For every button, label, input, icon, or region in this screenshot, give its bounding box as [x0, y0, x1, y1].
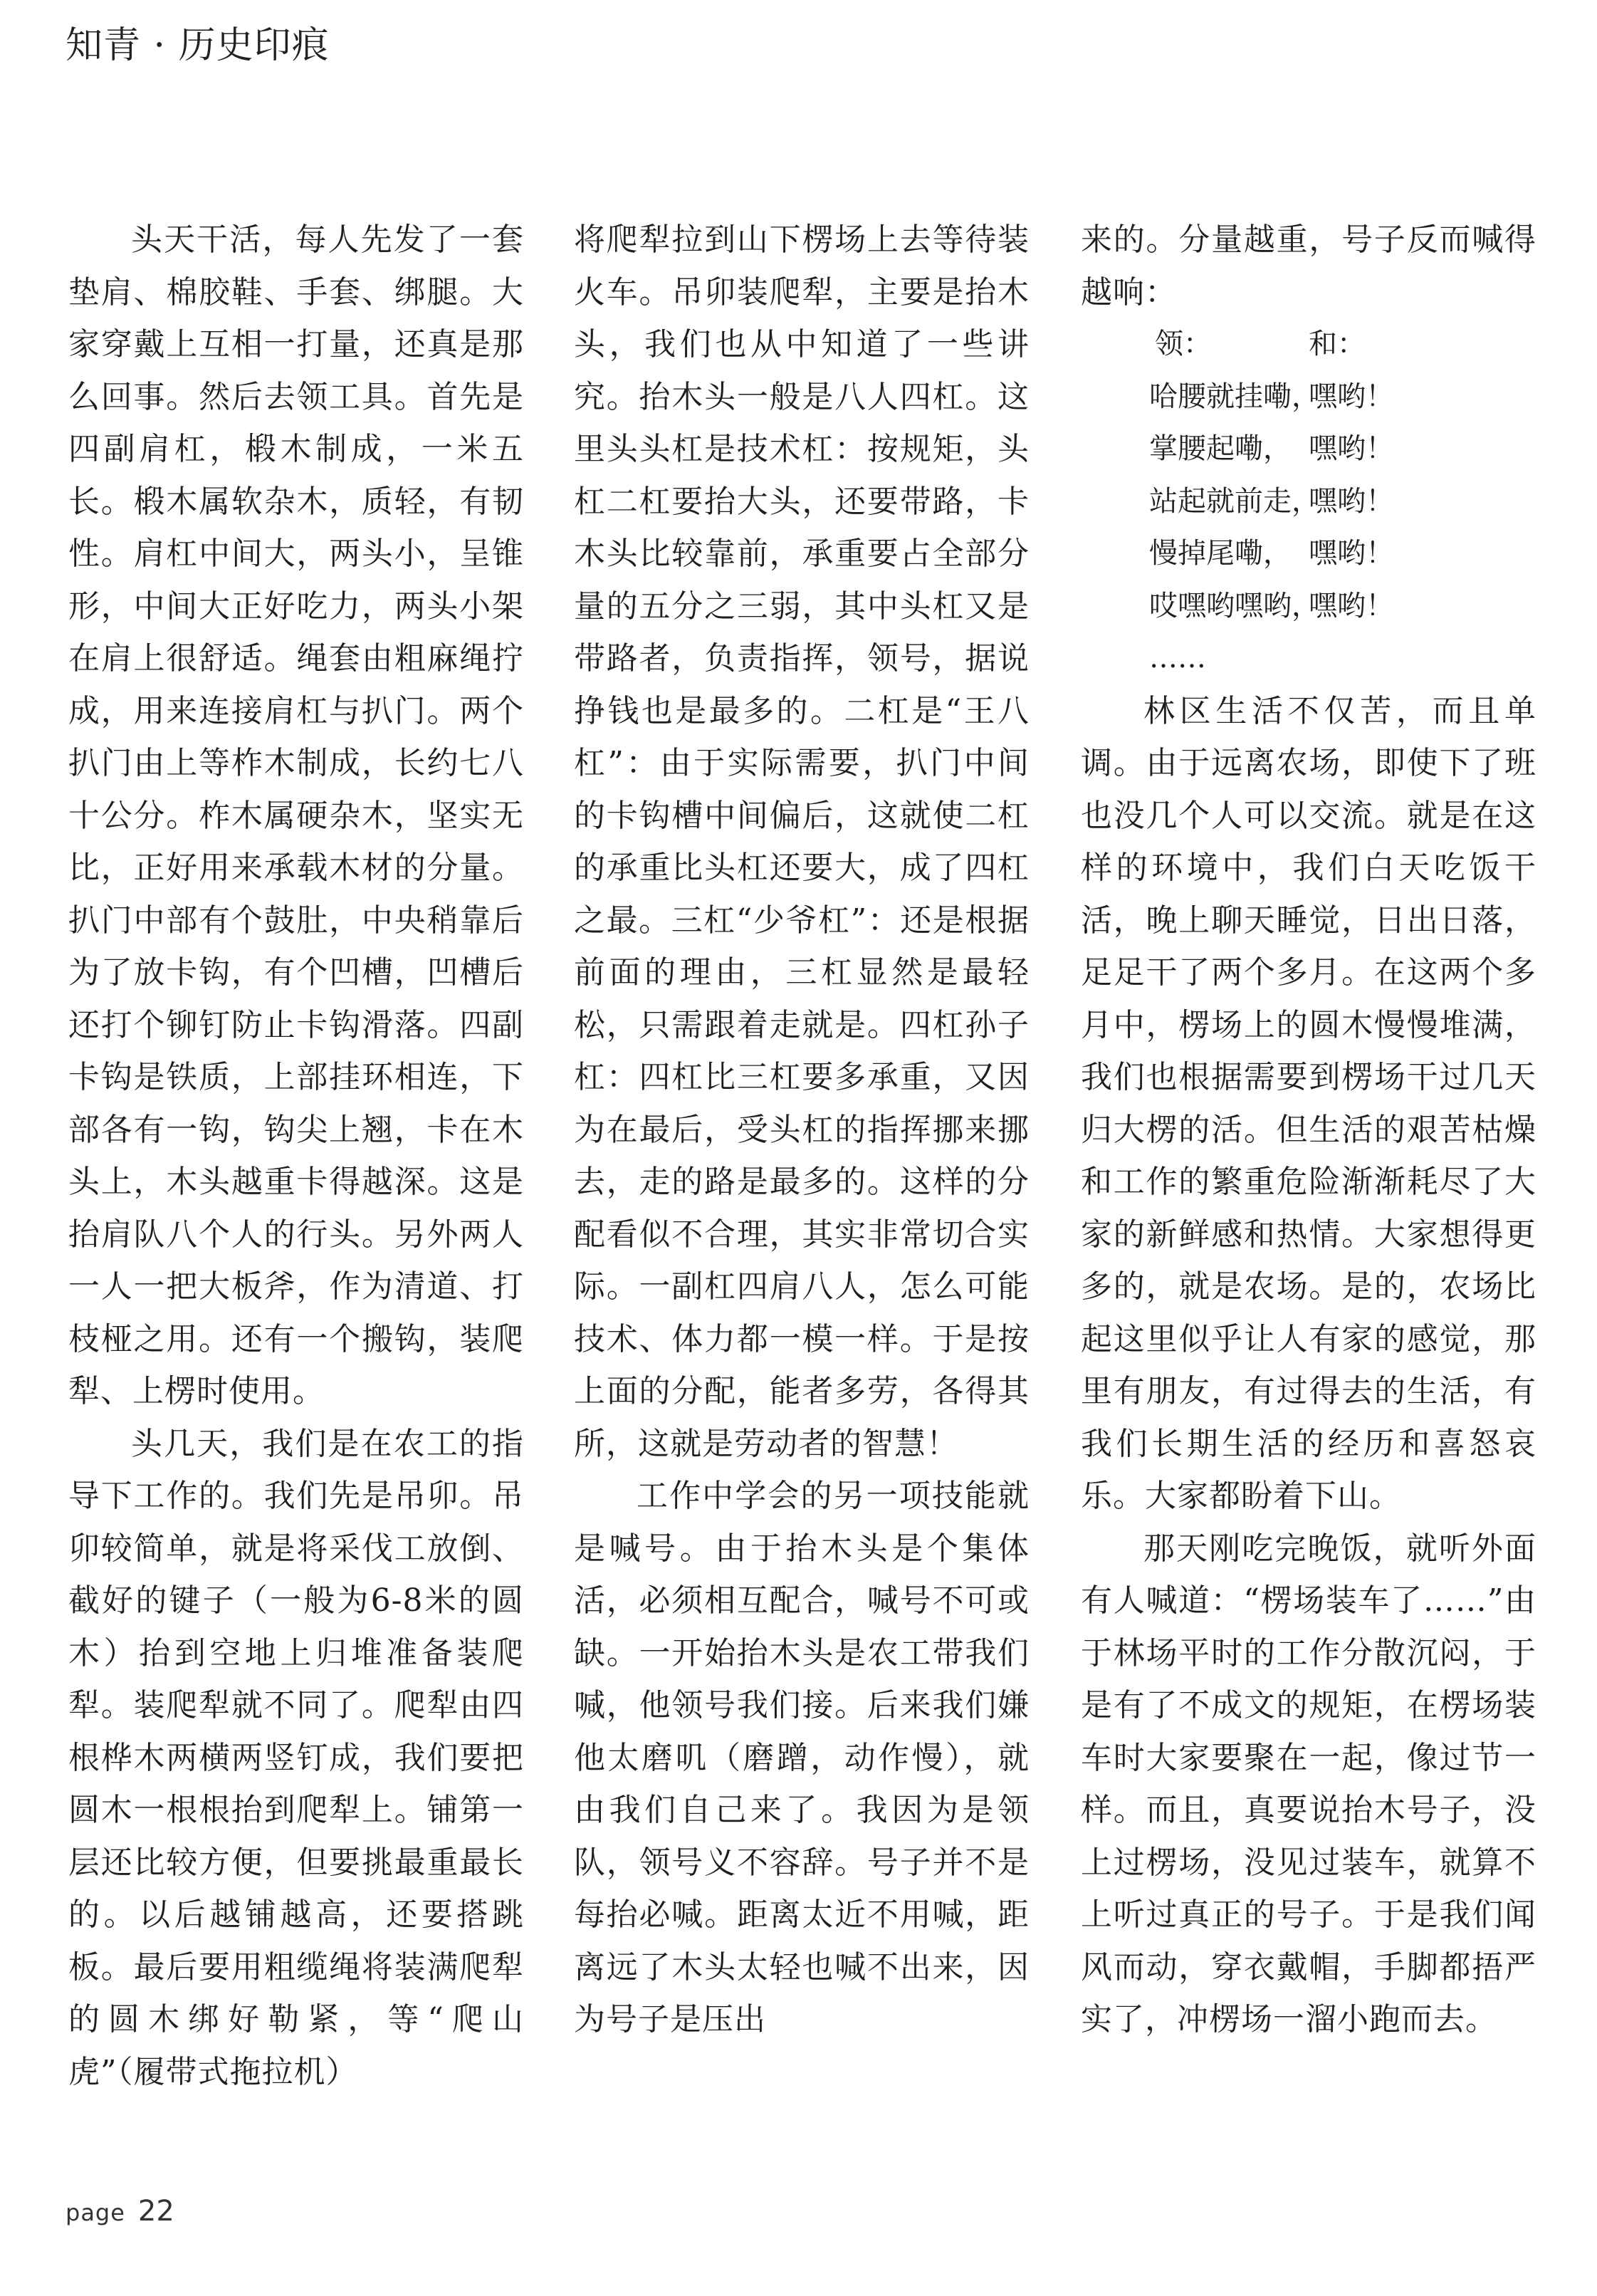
chant-row [1081, 476, 1536, 528]
paragraph: 林区生活不仅苦，而且单调。由于远离农场，即使下了班也没几个人可以交流。就是在这样的环境中，我们白天吃饭干活，晚上聊天睡觉，日出日落，足足干了两个多月。在这两个多月中，楞场上的圆木慢慢堆满，我们也根据需要到楞场干过几天归大楞的活。但生活的艰苦枯燥和工作的繁重危险渐渐耗尽了大家的新鲜感和热情。大家想得更多的，就是农场。是的，农场比起这里似乎让人有家的感觉，那里有朋友，有过得去的生活，有我们长期生活的经历和喜怒哀乐。大家都盼着下山。 [1081, 692, 1536, 1514]
chant-header-row [1081, 318, 1536, 371]
chant-lead-line: 慢掉尾嘞， [1149, 537, 1292, 570]
chant-lead-line: 站起就前走， [1149, 484, 1320, 518]
paragraph: 那天刚吃完晚饭，就听外面有人喊道：“楞场装车了……”由于林场平时的工作分散沉闷，于是有了不成文的规矩，在楞场装车时大家要聚在一起，像过节一样。而且，真要说抬木号子，没上过楞场，没见过装车，就算不上听过真正的号子。于是我们闻风而动，穿衣戴帽，手脚都捂严实了，冲楞场一溜小跑而去。 [1081, 1530, 1536, 2037]
text-column-3 [1081, 214, 1536, 2046]
page-label: page [66, 2199, 125, 2226]
chant-lead-label: 领： [1155, 328, 1212, 360]
page-number: 22 [137, 2195, 174, 2228]
work-chant [1081, 318, 1536, 685]
text-column-2 [574, 214, 1030, 2046]
paragraph: 工作中学会的另一项技能就是喊号。由于抬木头是个集体活，必须相互配合，喊号不可或缺。一开始抬木头是农工带我们喊，他领号我们接。后来我们嫌他太磨叽（磨蹭，动作慢），就由我们自己来了。我因为是领队，领号义不容辞。号子并不是每抬必喊。距离太近不用喊，距离远了木头太轻也喊不出来，因为号子是压出 [574, 1478, 1030, 2037]
chant-response-label: 和： [1309, 328, 1366, 360]
paragraph: 头几天，我们是在农工的指导下工作的。我们先是吊卯。吊卯较简单，就是将采伐工放倒、截好的键子（一般为6-8米的圆木）抬到空地上归堆准备装爬犁。装爬犁就不同了。爬犁由四根桦木两横两竖钉成，我们要把圆木一根根抬到爬犁上。铺第一层还比较方便，但要挑最重最长的。以后越铺越高，还要搭跳板。最后要用粗缆绳将装满爬犁的圆木绑好勒紧，等“爬山虎”（履带式拖拉机） [68, 1425, 524, 2090]
chant-response-line: 嘿哟！ [1309, 432, 1394, 465]
page-footer [66, 2195, 174, 2228]
chant-response-line: 嘿哟！ [1309, 484, 1394, 518]
text-column-1 [68, 214, 524, 2098]
chant-response-line: 嘿哟！ [1309, 380, 1394, 413]
section-header: 知青 · 历史印痕 [66, 24, 330, 67]
chant-ellipsis: …… [1149, 642, 1206, 674]
chant-row [1081, 528, 1536, 580]
chant-lead-line: 哈腰就挂嘞， [1149, 380, 1320, 413]
chant-row [1081, 371, 1536, 424]
chant-response-line: 嘿哟！ [1309, 589, 1394, 622]
chant-lead-line: 掌腰起嘞， [1149, 432, 1292, 465]
paragraph-continued: 来的。分量越重，号子反而喊得越响： [1081, 221, 1536, 311]
chant-row [1081, 423, 1536, 476]
paragraph: 头天干活，每人先发了一套垫肩、棉胶鞋、手套、绑腿。大家穿戴上互相一打量，还真是那么回事。然后去领工具。首先是四副肩杠，椴木制成，一米五长。椴木属软杂木，质轻，有韧性。肩杠中间大，两头小，呈锥形，中间大正好吃力，两头小架在肩上很舒适。绳套由粗麻绳拧成，用来连接肩杠与扒门。两个扒门由上等柞木制成，长约七八十公分。柞木属硬杂木，坚实无比，正好用来承载木材的分量。扒门中部有个鼓肚，中央稍靠后为了放卡钩，有个凹槽，凹槽后还打个铆钉防止卡钩滑落。四副卡钩是铁质，上部挂环相连，下部各有一钩，钩尖上翘，卡在木头上，木头越重卡得越深。这是抬肩队八个人的行头。另外两人一人一把大板斧，作为清道、打枝桠之用。还有一个搬钩，装爬犁、上楞时使用。 [68, 221, 524, 1409]
chant-row [1081, 580, 1536, 633]
paragraph-continued: 将爬犁拉到山下楞场上去等待装火车。吊卯装爬犁，主要是抬木头，我们也从中知道了一些讲究。抬木头一般是八人四杠。这里头头杠是技术杠：按规矩，头杠二杠要抬大头，还要带路，卡木头比较靠前，承重要占全部分量的五分之三弱，其中头杠又是带路者，负责指挥，领号，据说挣钱也是最多的。二杠是“王八杠”：由于实际需要，扒门中间的卡钩槽中间偏后，这就使二杠的承重比头杠还要大，成了四杠之最。三杠“少爷杠”：还是根据前面的理由，三杠显然是最轻松，只需跟着走就是。四杠孙子杠：四杠比三杠要多承重，又因为在最后，受头杠的指挥挪来挪去，走的路是最多的。这样的分配看似不合理，其实非常切合实际。一副杠四肩八人，怎么可能技术、体力都一模一样。于是按上面的分配，能者多劳，各得其所，这就是劳动者的智慧！ [574, 221, 1030, 1462]
chant-response-line: 嘿哟！ [1309, 537, 1394, 570]
chant-lead-line: 哎嘿哟嘿哟， [1149, 589, 1320, 622]
